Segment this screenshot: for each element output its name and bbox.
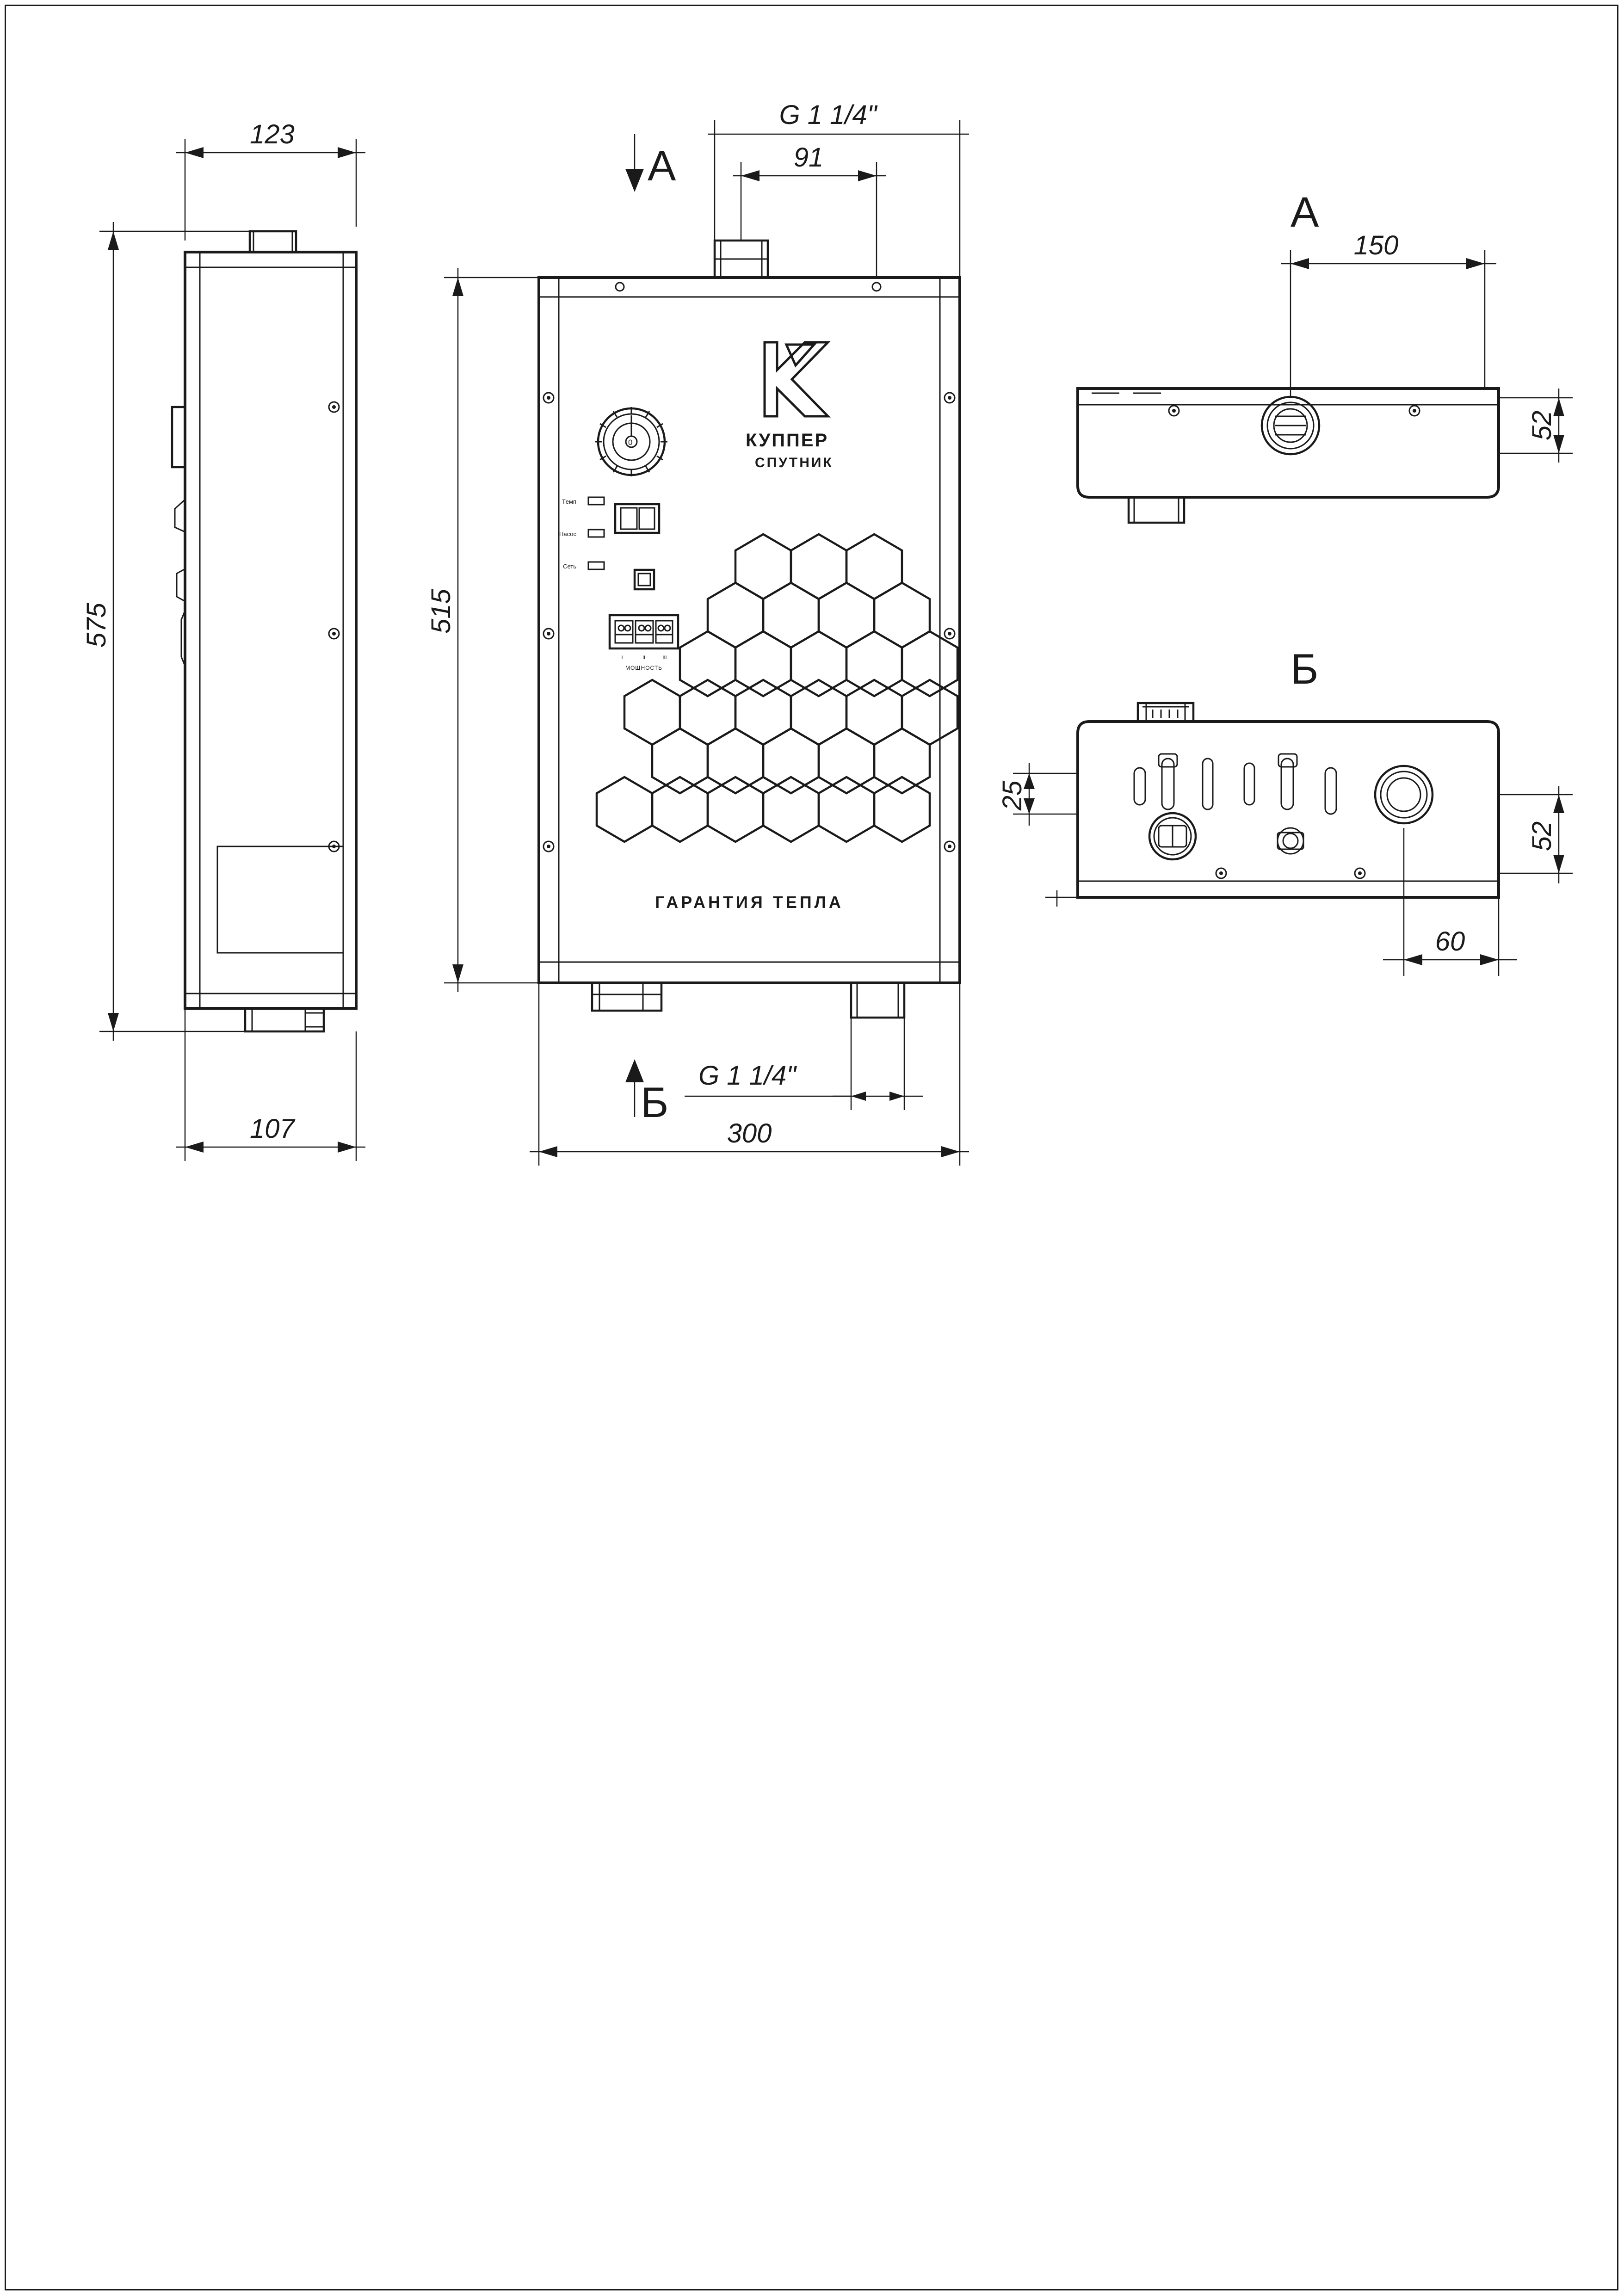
dim-label-515: 515 <box>426 589 456 634</box>
section-view-b <box>997 646 1573 976</box>
section-label-b: Б <box>641 1079 669 1126</box>
section-view-a <box>1078 189 1573 523</box>
dim-b-25 <box>997 763 1078 826</box>
section-b-slots <box>1134 754 1336 814</box>
dim-front-91 <box>733 142 886 278</box>
dim-label-300: 300 <box>727 1118 772 1148</box>
port-fitting-b-center <box>1278 828 1303 854</box>
section-a-title: A <box>1291 189 1319 236</box>
dim-front-top-thread <box>708 100 969 278</box>
indicator-label-pump: Насос <box>559 531 576 537</box>
dim-side-575 <box>81 222 250 1041</box>
section-b-title: Б <box>1291 646 1319 693</box>
section-a-fasteners <box>1169 406 1420 416</box>
terminal-label-1: I <box>621 655 623 660</box>
knob-scale-min: 0 <box>628 438 633 447</box>
dim-b-52 <box>1499 786 1573 883</box>
dim-label-52-b: 52 <box>1527 821 1557 852</box>
section-mark-a <box>625 134 676 192</box>
port-fitting-b-right <box>1375 766 1433 823</box>
kupper-logo-icon <box>765 342 828 416</box>
front-view <box>426 100 969 1166</box>
brand-name: КУППЕР <box>746 430 829 451</box>
port-fitting-b-left <box>1149 813 1196 859</box>
dim-label-91: 91 <box>793 142 824 173</box>
rocker-switch[interactable] <box>615 504 659 533</box>
side-view <box>81 119 365 1161</box>
dim-label-107: 107 <box>250 1114 295 1144</box>
dim-b-60 <box>1383 828 1517 976</box>
terminal-label-3: III <box>662 655 667 660</box>
side-view-fasteners <box>329 402 339 852</box>
dim-front-515 <box>426 268 539 992</box>
dim-label-25: 25 <box>997 780 1027 811</box>
dim-label-123: 123 <box>250 119 295 149</box>
indicator-label-net: Сеть <box>563 563 576 570</box>
front-view-fasteners <box>543 283 955 852</box>
dim-side-123 <box>176 119 365 241</box>
dim-label-g114-bottom: G 1 1/4" <box>698 1061 796 1091</box>
section-mark-b <box>625 1059 668 1126</box>
brand-model: СПУТНИК <box>755 455 834 470</box>
terminal-label-2: II <box>642 655 646 660</box>
power-terminal-block[interactable] <box>610 615 678 671</box>
square-button[interactable] <box>635 570 654 589</box>
temperature-knob[interactable] <box>595 407 667 476</box>
terminal-block-label: МОЩНОСТЬ <box>625 665 663 671</box>
dim-label-60: 60 <box>1435 926 1465 957</box>
indicator-label-temp: Tемп <box>562 498 576 505</box>
dim-label-575: 575 <box>81 603 111 648</box>
dim-label-g114-top: G 1 1/4" <box>779 100 877 130</box>
port-fitting-a <box>1262 397 1319 454</box>
dim-a-52 <box>1499 389 1573 463</box>
section-b-fasteners <box>1216 868 1365 878</box>
section-label-a: A <box>648 142 676 190</box>
dim-a-150 <box>1281 230 1496 398</box>
dim-front-bottom-thread <box>685 1018 923 1110</box>
indicator-lamps <box>559 497 604 570</box>
dim-label-150: 150 <box>1353 230 1399 260</box>
slogan-text: ГАРАНТИЯ ТЕПЛА <box>655 893 844 912</box>
dim-label-52-a: 52 <box>1527 410 1557 441</box>
